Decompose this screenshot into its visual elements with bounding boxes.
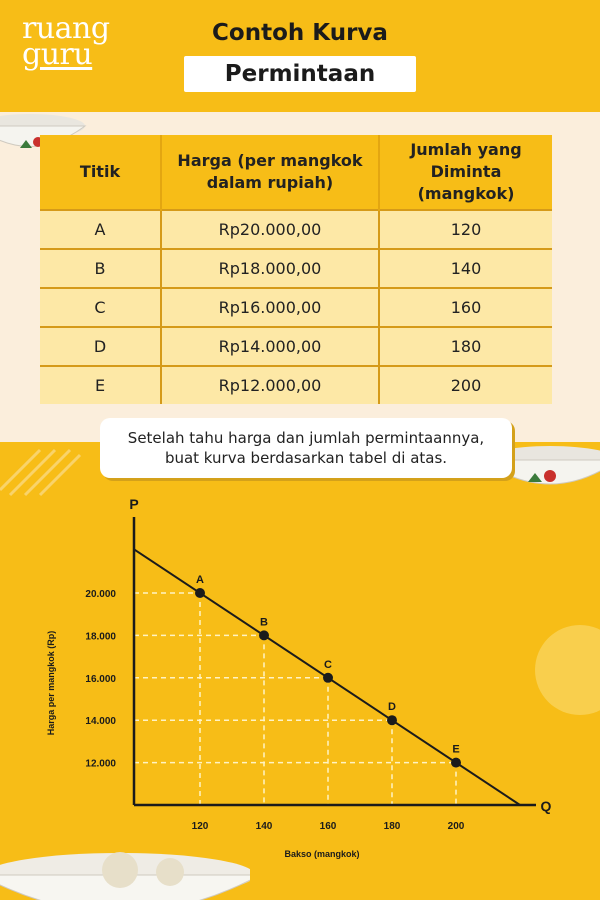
- table-row: [40, 327, 552, 366]
- stripes-decoration: [0, 440, 90, 500]
- x-axis-title: Bakso (mangkok): [284, 849, 360, 859]
- table-row: [40, 288, 552, 327]
- table-row: [40, 210, 552, 249]
- cell-jumlah: 200: [379, 366, 552, 404]
- point-label: B: [260, 616, 268, 629]
- x-tick-label: 160: [319, 821, 337, 832]
- cell-jumlah: 180: [379, 327, 552, 366]
- column-header-titik: Titik: [40, 135, 161, 210]
- cell-harga: Rp20.000,00: [161, 210, 379, 249]
- cell-harga: Rp18.000,00: [161, 249, 379, 288]
- cell-jumlah: 160: [379, 288, 552, 327]
- brand-line-2: guru: [22, 37, 93, 72]
- cell-jumlah: 120: [379, 210, 552, 249]
- table-row: [40, 249, 552, 288]
- point-label: A: [196, 574, 204, 586]
- y-tick-label: 20.000: [85, 589, 116, 600]
- y-tick-label: 16.000: [85, 673, 116, 685]
- x-tick-label: 180: [383, 821, 401, 832]
- point-label: E: [452, 743, 460, 756]
- y-axis-letter: P: [129, 496, 139, 512]
- cell-titik: D: [40, 327, 161, 366]
- point-label: D: [388, 701, 396, 714]
- instruction-note: [100, 418, 512, 478]
- y-axis-title: Harga per mangkok (Rp): [46, 630, 56, 736]
- data-point: [323, 673, 333, 683]
- cell-harga: Rp16.000,00: [161, 288, 379, 327]
- point-label: C: [324, 658, 332, 671]
- page-title: Contoh Kurva: [212, 20, 388, 46]
- x-axis-letter: Q: [540, 798, 552, 814]
- note-line-2: buat kurva berdasarkan tabel di atas.: [164, 449, 448, 467]
- data-point: [451, 758, 461, 768]
- cell-harga: Rp14.000,00: [161, 327, 379, 366]
- x-tick-label: 200: [447, 821, 465, 832]
- y-tick-label: 14.000: [85, 716, 116, 728]
- demand-table: [40, 135, 552, 404]
- column-header-jumlah: Jumlah yang Diminta (mangkok): [379, 135, 552, 210]
- cell-titik: C: [40, 288, 161, 327]
- page-subtitle: Permintaan: [184, 56, 416, 92]
- demand-curve-chart: [0, 495, 600, 900]
- data-point: [259, 630, 269, 640]
- column-header-harga: Harga (per mangkok dalam rupiah): [161, 135, 379, 210]
- cell-titik: B: [40, 249, 161, 288]
- x-tick-label: 140: [255, 821, 273, 832]
- cell-harga: Rp12.000,00: [161, 366, 379, 404]
- data-point: [195, 588, 205, 598]
- y-tick-label: 18.000: [85, 631, 116, 643]
- data-point: [387, 715, 397, 725]
- y-tick-label: 12.000: [85, 758, 116, 770]
- cell-titik: A: [40, 210, 161, 249]
- x-tick-label: 120: [191, 821, 209, 832]
- brand-line-1: ruang: [22, 11, 110, 46]
- cell-jumlah: 140: [379, 249, 552, 288]
- table-row: [40, 366, 552, 404]
- cell-titik: E: [40, 366, 161, 404]
- note-line-1: Setelah tahu harga dan jumlah permintaannya,: [127, 429, 485, 447]
